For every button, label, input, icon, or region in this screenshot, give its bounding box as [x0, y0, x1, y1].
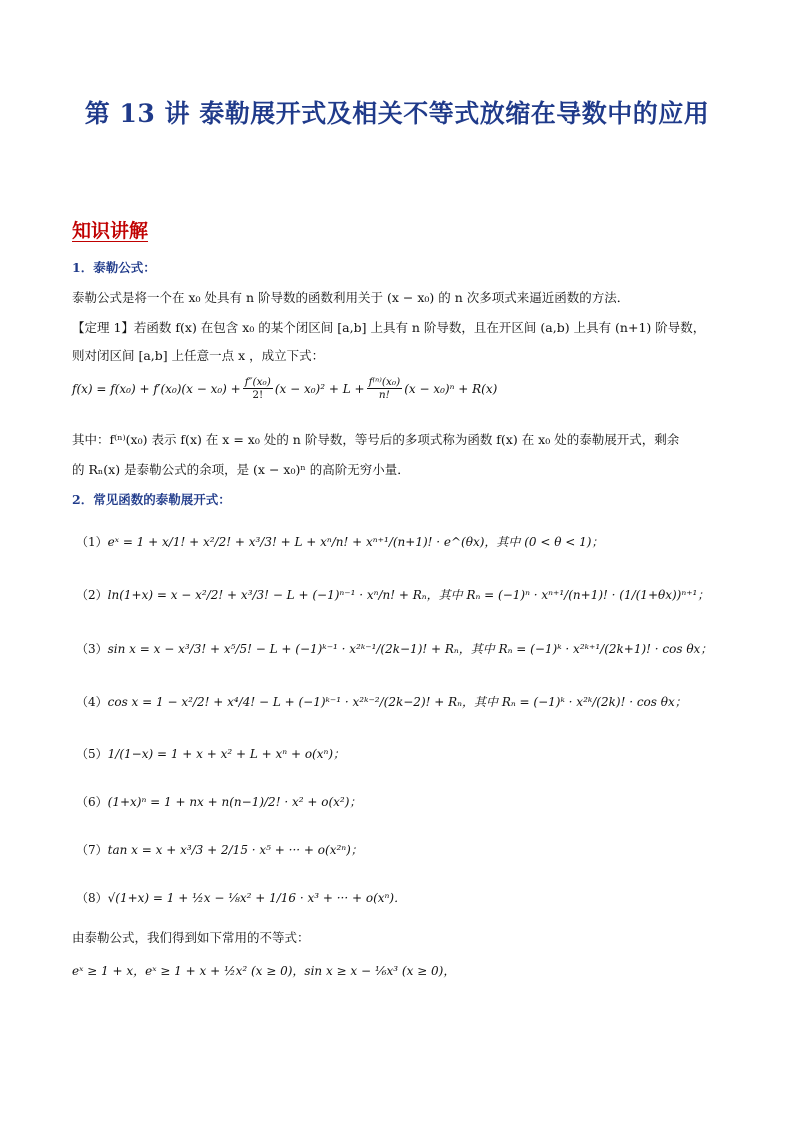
- fraction-numerator: f⁽ⁿ⁾(x₀): [368, 376, 401, 388]
- section-heading: 知识讲解: [72, 220, 149, 242]
- item-label: （2）: [76, 588, 108, 602]
- item-formula: tan x = x + x³/3 + 2/15 · x⁵ + ··· + o(x²ⁿ)；: [107, 843, 363, 857]
- item-label: （7）: [76, 843, 108, 857]
- item-formula: sin x = x − x³/3! + x⁵/5! − L + (−1)ᵏ⁻¹ · x²ᵏ⁻¹/(2k−1)! + Rₙ，其中 Rₙ = (−1)ᵏ · x²ᵏ⁺¹/(2k+1)! · cos θx；: [107, 642, 713, 656]
- item-label: （5）: [76, 747, 108, 761]
- item-formula: ln(1+x) = x − x²/2! + x³/3! − L + (−1)ⁿ⁻¹ · xⁿ/n! + Rₙ，其中 Rₙ = (−1)ⁿ · xⁿ⁺¹/(n+1)! · (1/(1+θx))ⁿ⁺¹；: [107, 588, 710, 602]
- expansion-item: [76, 533, 603, 550]
- item-formula: 1/(1−x) = 1 + x + x² + L + xⁿ + o(xⁿ)；: [107, 747, 346, 761]
- expansion-item: [76, 693, 687, 710]
- expansion-item: [76, 586, 709, 603]
- item-label: （1）: [76, 535, 108, 549]
- expansion-item: [76, 745, 345, 762]
- expansion-item: [76, 889, 406, 906]
- conclusion-lead: 由泰勒公式，我们得到如下常用的不等式：: [72, 930, 310, 945]
- taylor-formula: [72, 376, 497, 401]
- part2-heading: 2．常见函数的泰勒展开式：: [72, 492, 231, 507]
- expansion-item: [76, 640, 712, 657]
- note-line-1: 其中：f⁽ⁿ⁾(x₀) 表示 f(x) 在 x = x₀ 处的 n 阶导数，等号后的多项式称为函数 f(x) 在 x₀ 处的泰勒展开式，剩余: [72, 432, 680, 447]
- item-formula: eˣ = 1 + x/1! + x²/2! + x³/3! + L + xⁿ/n! + xⁿ⁺¹/(n+1)! · e^(θx)，其中 (0 < θ < 1)；: [107, 535, 604, 549]
- taylor-intro: 泰勒公式是将一个在 x₀ 处具有 n 阶导数的函数利用关于 (x − x₀) 的 n 次多项式来逼近函数的方法．: [72, 290, 630, 305]
- fraction-denominator: 2!: [252, 389, 264, 402]
- common-inequalities: [72, 962, 455, 979]
- part1-heading: 1．泰勒公式：: [72, 260, 156, 275]
- inequalities-text: eˣ ≥ 1 + x，eˣ ≥ 1 + x + ½x² (x ≥ 0)，sin x ≥ x − ⅙x³ (x ≥ 0)，: [72, 964, 456, 978]
- page-title: 第 13 讲 泰勒展开式及相关不等式放缩在导数中的应用: [84, 99, 710, 128]
- note-line-2: 的 Rₙ(x) 是泰勒公式的余项，是 (x − x₀)ⁿ 的高阶无穷小量．: [72, 462, 410, 477]
- fraction-numerator: f″(x₀): [244, 376, 271, 388]
- formula-middle: (x − x₀)² + L +: [274, 381, 365, 396]
- item-label: （6）: [76, 795, 108, 809]
- item-formula: (1+x)ⁿ = 1 + nx + n(n−1)/2! · x² + o(x²)；: [107, 795, 362, 809]
- theorem-line-2: 则对闭区间 [a,b] 上任意一点 x ，成立下式：: [72, 348, 325, 363]
- formula-lhs: f(x) = f(x₀) + f′(x₀)(x − x₀) +: [72, 381, 241, 396]
- expansion-item: [76, 841, 363, 858]
- formula-second-derivative-fraction: [243, 376, 273, 401]
- expansion-item: [76, 793, 361, 810]
- item-label: （4）: [76, 695, 108, 709]
- theorem-line-1: 【定理 1】若函数 f(x) 在包含 x₀ 的某个闭区间 [a,b] 上具有 n 阶导数，且在开区间 (a,b) 上具有 (n+1) 阶导数，: [72, 320, 706, 335]
- item-formula: √(1+x) = 1 + ½x − ⅛x² + 1/16 · x³ + ··· + o(xⁿ)．: [107, 891, 407, 905]
- formula-end: (x − x₀)ⁿ + R(x): [404, 381, 498, 396]
- fraction-denominator: n!: [378, 389, 390, 402]
- item-label: （3）: [76, 642, 108, 656]
- item-formula: cos x = 1 − x²/2! + x⁴/4! − L + (−1)ᵏ⁻¹ · x²ᵏ⁻²/(2k−2)! + Rₙ，其中 Rₙ = (−1)ᵏ · x²ᵏ/(2k)! · cos θx；: [107, 695, 687, 709]
- formula-nth-derivative-fraction: [367, 376, 403, 401]
- item-label: （8）: [76, 891, 108, 905]
